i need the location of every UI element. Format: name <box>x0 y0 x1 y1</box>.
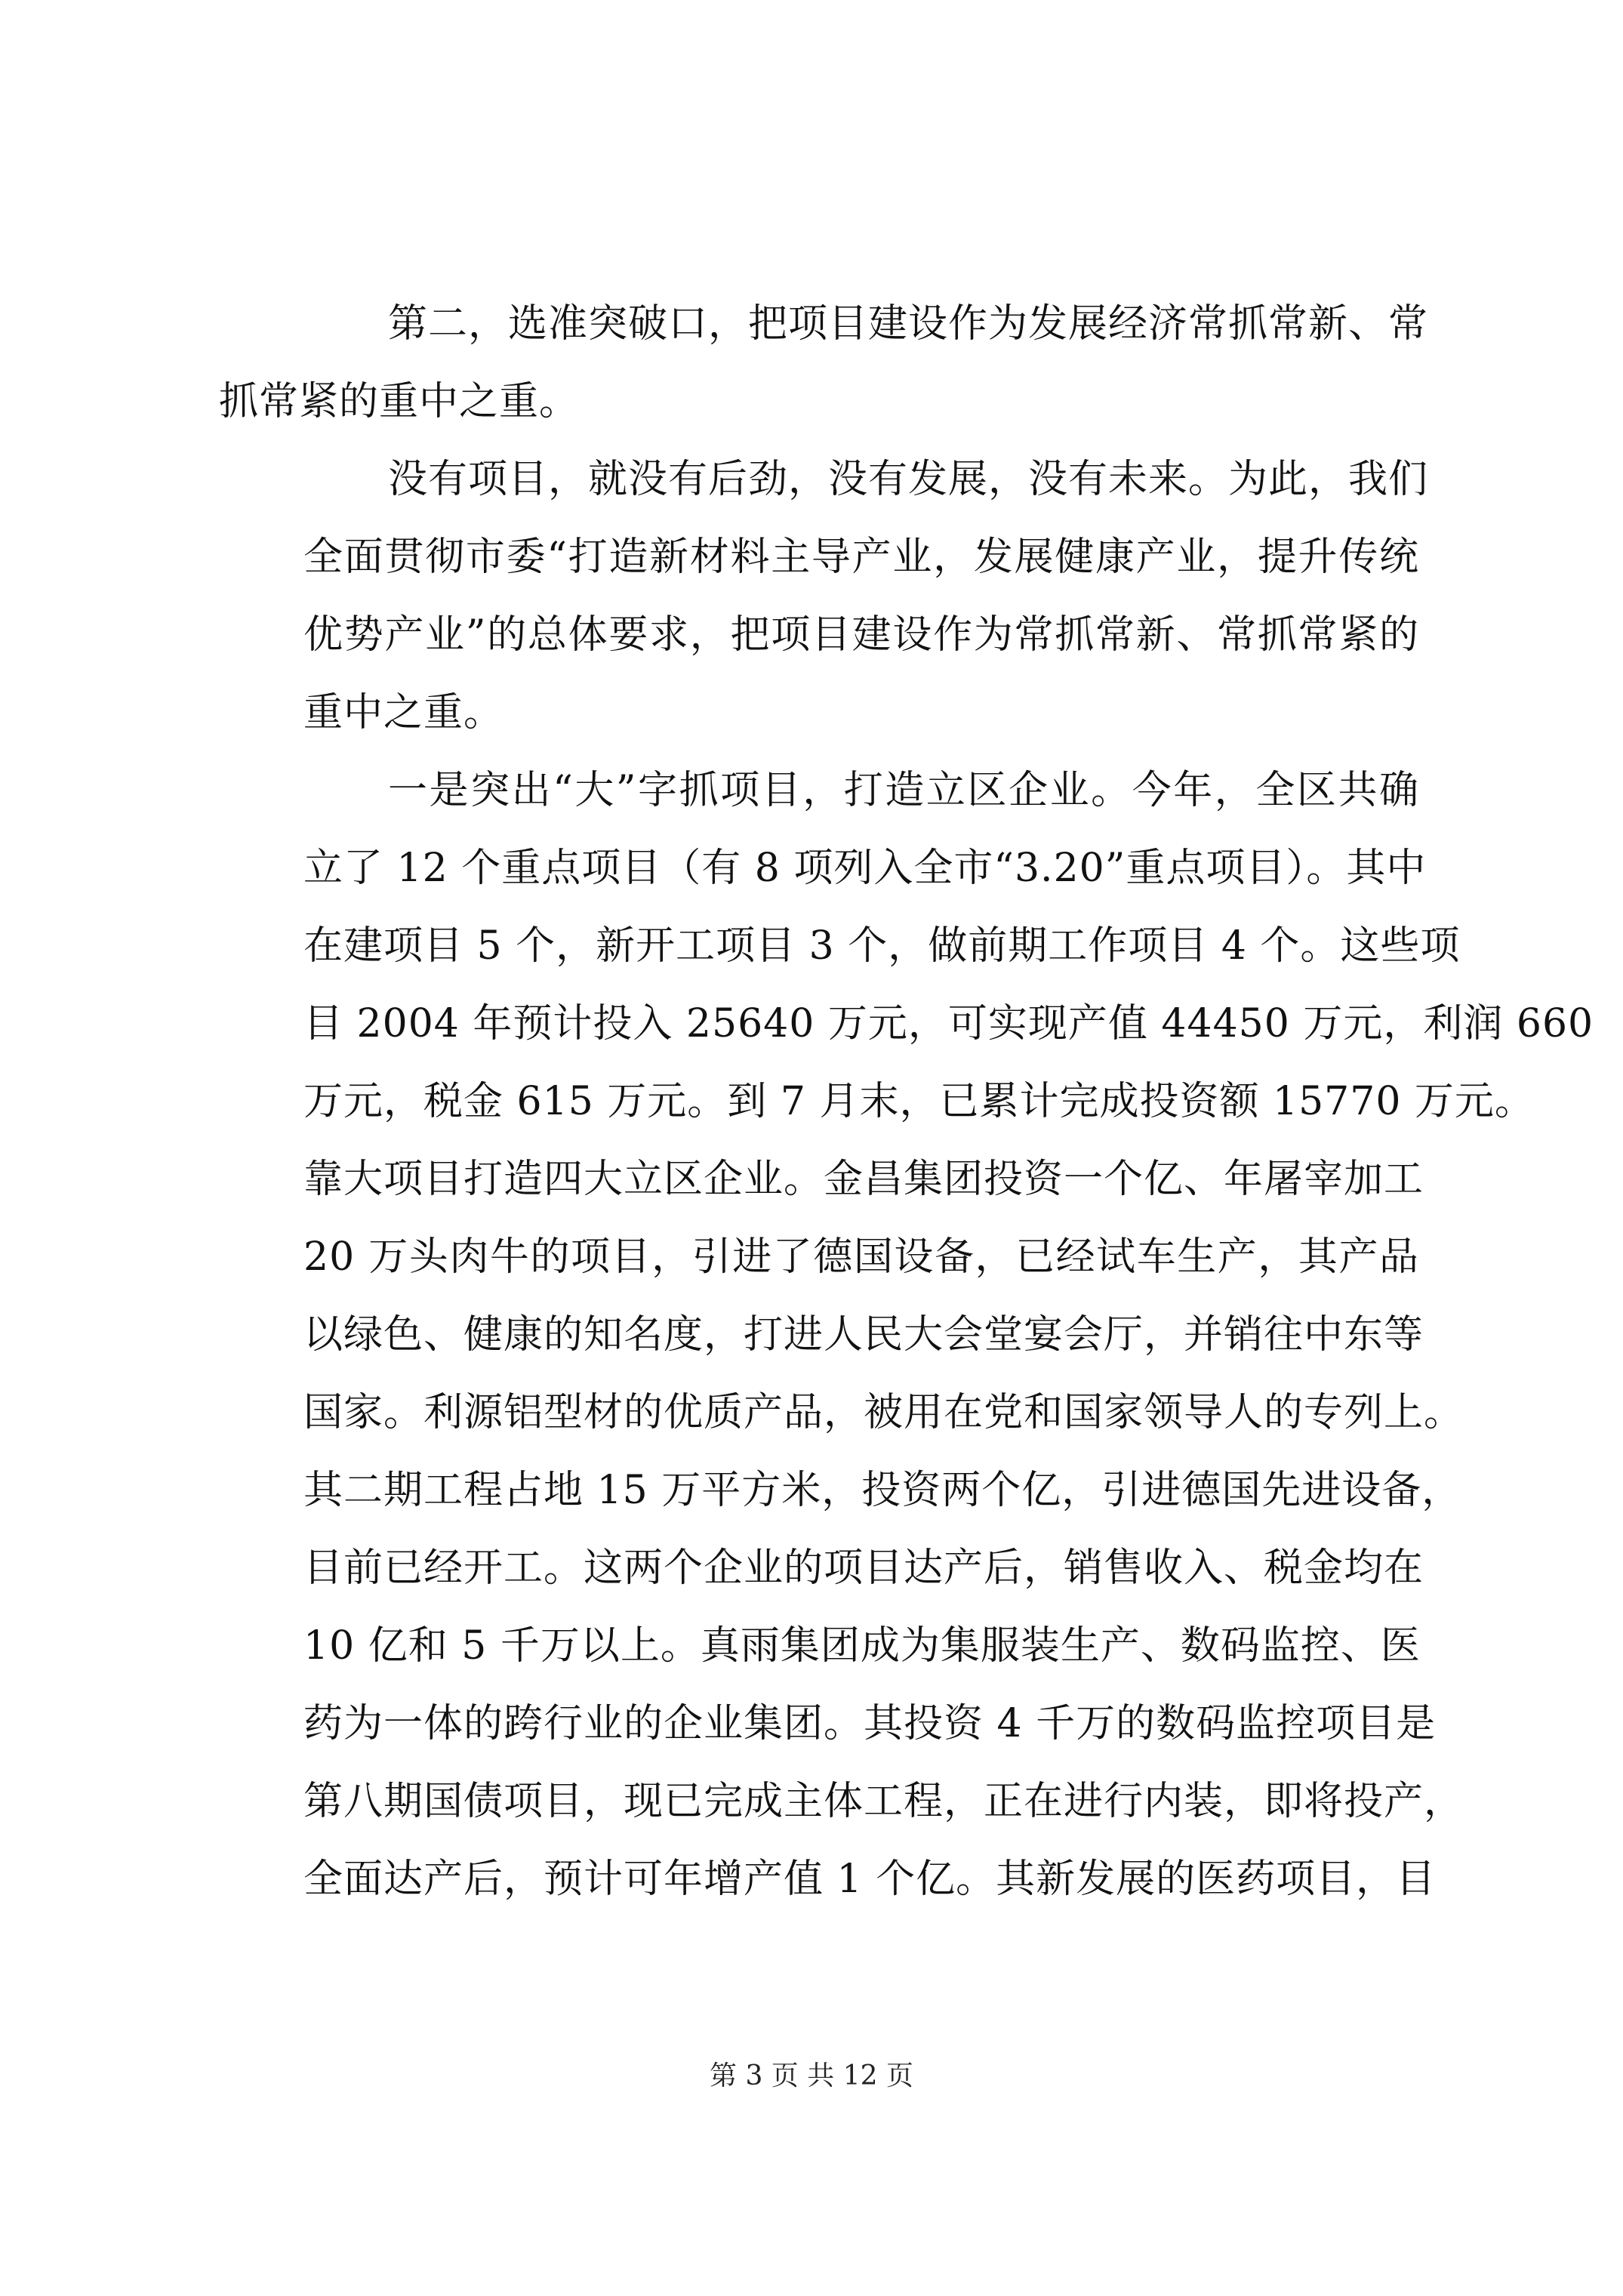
page-footer: 第 3 页 共 12 页 <box>710 2060 913 2091</box>
text-line: 国家。利源铝型材的优质产品，被用在党和国家领导人的专列上。 <box>303 1390 1464 1435</box>
paragraph-3 <box>219 752 1594 1918</box>
text-line: 靠大项目打造四大立区企业。金昌集团投资一个亿、年屠宰加工 <box>303 1157 1424 1202</box>
text-line: 优势产业”的总体要求，把项目建设作为常抓常新、常抓常紧的 <box>303 612 1419 658</box>
text-line: 10 亿和 5 千万以上。真雨集团成为集服装生产、数码监控、医 <box>303 1623 1421 1669</box>
text-line: 第二，选准突破口，把项目建设作为发展经济常抓常新、常 <box>388 301 1429 347</box>
text-line: 以绿色、健康的知名度，打进人民大会堂宴会厅，并销往中东等 <box>303 1312 1424 1358</box>
text-line: 没有项目，就没有后劲，没有发展，没有未来。为此，我们 <box>388 457 1429 502</box>
text-line: 立了 12 个重点项目（有 8 项列入全市“3.20”重点项目）。其中 <box>303 846 1427 891</box>
text-line: 重中之重。 <box>303 690 504 735</box>
text-line: 全面达产后，预计可年增产值 1 个亿。其新发展的医药项目，目 <box>303 1857 1437 1902</box>
text-line: 药为一体的跨行业的企业集团。其投资 4 千万的数码监控项目是 <box>303 1701 1437 1746</box>
text-line: 20 万头肉牛的项目，引进了德国设备，已经试车生产，其产品 <box>303 1234 1419 1280</box>
text-line: 目前已经开工。这两个企业的项目达产后，销售收入、税金均在 <box>303 1546 1424 1591</box>
text-line: 在建项目 5 个，新开工项目 3 个，做前期工作项目 4 个。这些项 <box>303 923 1461 969</box>
text-line: 第八期国债项目，现已完成主体工程，正在进行内装，即将投产， <box>303 1779 1464 1824</box>
text-line: 其二期工程占地 15 万平方米，投资两个亿，引进德国先进设备， <box>303 1468 1462 1513</box>
text-line: 抓常紧的重中之重。 <box>219 379 580 424</box>
paragraph-2 <box>219 441 1429 752</box>
paragraph-1 <box>219 285 1429 441</box>
document-body <box>219 285 1594 1918</box>
text-line: 全面贯彻市委“打造新材料主导产业，发展健康产业，提升传统 <box>303 535 1419 580</box>
text-line: 万元，税金 615 万元。到 7 月末，已累计完成投资额 15770 万元。 <box>303 1079 1535 1124</box>
text-line: 一是突出“大”字抓项目，打造立区企业。今年，全区共确 <box>388 768 1419 813</box>
text-line: 目 2004 年预计投入 25640 万元，可实现产值 44450 万元，利润 660 <box>303 1001 1594 1046</box>
